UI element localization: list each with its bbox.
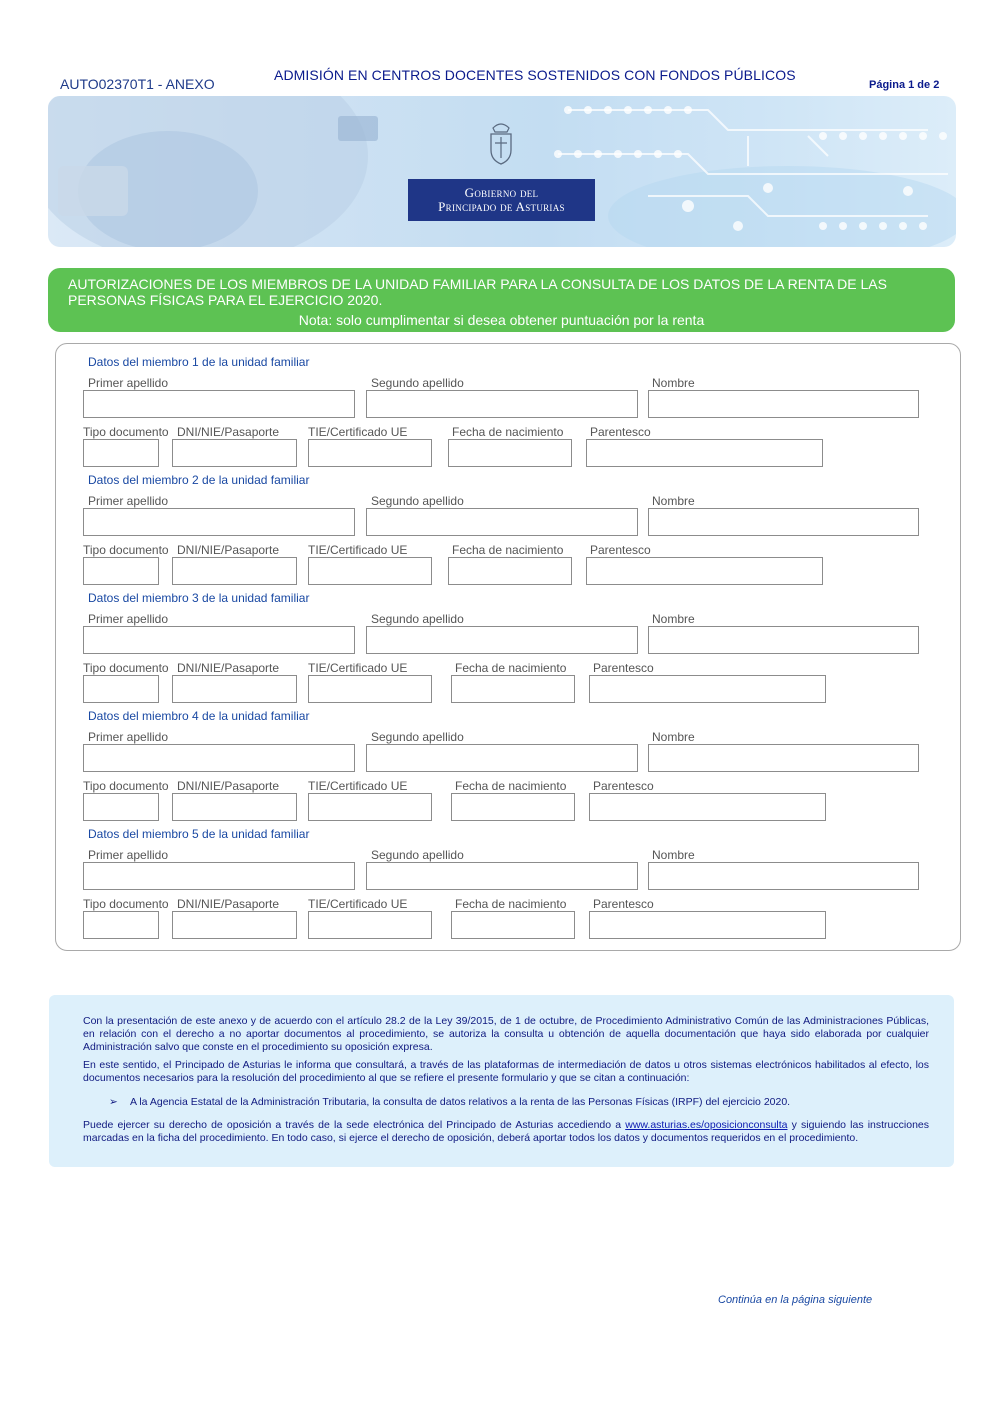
parentesco-input[interactable] [589,793,826,821]
tipo-documento-input[interactable] [83,439,159,467]
primer-apellido-input[interactable] [83,862,355,890]
dni-input[interactable] [172,793,297,821]
label-segundo-apellido: Segundo apellido [371,494,464,508]
label-tipo-documento: Tipo documento [83,661,169,675]
dni-input[interactable] [172,911,297,939]
parentesco-input[interactable] [586,439,823,467]
fecha-nacimiento-input[interactable] [448,439,572,467]
parentesco-input[interactable] [589,911,826,939]
label-fecha-nacimiento: Fecha de nacimiento [455,779,567,793]
dni-input[interactable] [172,439,297,467]
section-header [48,268,955,332]
government-logo-line1: Gobierno del [464,185,539,200]
label-dni: DNI/NIE/Pasaporte [177,661,280,675]
label-tie: TIE/Certificado UE [308,543,408,557]
coat-of-arms-icon [487,120,515,166]
tipo-documento-input[interactable] [83,675,159,703]
label-tie: TIE/Certificado UE [308,661,408,675]
label-primer-apellido: Primer apellido [88,494,169,508]
banner-circuit-decoration [48,96,956,247]
label-segundo-apellido: Segundo apellido [371,730,464,744]
tie-input[interactable] [308,675,432,703]
nombre-input[interactable] [648,508,919,536]
label-tie: TIE/Certificado UE [308,779,408,793]
primer-apellido-input[interactable] [83,390,355,418]
label-dni: DNI/NIE/Pasaporte [177,779,280,793]
bullet-marker: ➢ [109,1096,118,1108]
label-fecha-nacimiento: Fecha de nacimiento [452,425,564,439]
label-primer-apellido: Primer apellido [88,730,169,744]
nombre-input[interactable] [648,626,919,654]
page-indicator: Página 1 de 2 [869,79,940,91]
label-nombre: Nombre [652,848,695,862]
tie-input[interactable] [308,793,432,821]
label-primer-apellido: Primer apellido [88,612,169,626]
document-title: ADMISIÓN EN CENTROS DOCENTES SOSTENIDOS CON FONDOS PÚBLICOS [274,67,796,83]
tie-input[interactable] [308,439,432,467]
label-tie: TIE/Certificado UE [308,897,408,911]
label-parentesco: Parentesco [590,425,651,439]
label-fecha-nacimiento: Fecha de nacimiento [455,661,567,675]
opposition-text-end: y siguiendo las instrucciones marcadas en la ficha del procedimiento. En todo caso, si ejerce el derecho de oposición, deberá aportar todos los datos y documentos requeridos en el procedimiento. [83,1119,929,1144]
government-logo [408,179,595,221]
segundo-apellido-input[interactable] [366,744,638,772]
member-heading: Datos del miembro 3 de la unidad familiar [88,591,310,605]
member-heading: Datos del miembro 5 de la unidad familiar [88,827,310,841]
label-primer-apellido: Primer apellido [88,848,169,862]
primer-apellido-input[interactable] [83,626,355,654]
nombre-input[interactable] [648,390,919,418]
nombre-input[interactable] [648,862,919,890]
fecha-nacimiento-input[interactable] [451,675,575,703]
legal-information-box [49,995,954,1167]
opposition-text-start: Puede ejercer su derecho de oposición a través de la sede electrónica del Principado de Asturias accediendo a [83,1119,626,1131]
legal-paragraph-2: En este sentido, el Principado de Asturias le informa que consultará, a través de las plataformas de intermediación de datos u otros sistemas electrónicos habilitados al efecto, los documentos necesarios para la resolución del procedimiento al que se refiere el presente formulario y que se citan a continuación: [83,1059,929,1084]
label-tie: TIE/Certificado UE [308,425,408,439]
segundo-apellido-input[interactable] [366,508,638,536]
dni-input[interactable] [172,675,297,703]
label-segundo-apellido: Segundo apellido [371,848,464,862]
label-parentesco: Parentesco [593,661,654,675]
label-nombre: Nombre [652,376,695,390]
label-segundo-apellido: Segundo apellido [371,376,464,390]
legal-paragraph-3 [83,1119,929,1145]
label-dni: DNI/NIE/Pasaporte [177,425,280,439]
label-nombre: Nombre [652,730,695,744]
tipo-documento-input[interactable] [83,911,159,939]
primer-apellido-input[interactable] [83,744,355,772]
label-primer-apellido: Primer apellido [88,376,169,390]
tie-input[interactable] [308,911,432,939]
member-heading: Datos del miembro 4 de la unidad familiar [88,709,310,723]
form-code: AUTO02370T1 - ANEXO [60,76,215,92]
government-logo-line2: Principado de Asturias [438,199,565,214]
dni-input[interactable] [172,557,297,585]
consulted-document-item: A la Agencia Estatal de la Administración Tributaria, la consulta de datos relativos a la renta de las Personas Físicas (IRPF) del ejercicio 2020. [130,1096,791,1108]
member-heading: Datos del miembro 2 de la unidad familiar [88,473,310,487]
tipo-documento-input[interactable] [83,557,159,585]
fecha-nacimiento-input[interactable] [451,793,575,821]
label-nombre: Nombre [652,612,695,626]
member-heading: Datos del miembro 1 de la unidad familiar [88,355,310,369]
label-tipo-documento: Tipo documento [83,897,169,911]
segundo-apellido-input[interactable] [366,626,638,654]
label-parentesco: Parentesco [593,897,654,911]
label-tipo-documento: Tipo documento [83,779,169,793]
label-parentesco: Parentesco [590,543,651,557]
label-fecha-nacimiento: Fecha de nacimiento [452,543,564,557]
label-tipo-documento: Tipo documento [83,543,169,557]
label-dni: DNI/NIE/Pasaporte [177,543,280,557]
label-tipo-documento: Tipo documento [83,425,169,439]
section-note: Nota: solo cumplimentar si desea obtener puntuación por la renta [298,312,705,328]
label-nombre: Nombre [652,494,695,508]
continue-note: Continúa en la página siguiente [718,1294,873,1306]
segundo-apellido-input[interactable] [366,390,638,418]
nombre-input[interactable] [648,744,919,772]
tie-input[interactable] [308,557,432,585]
legal-paragraph-1: Con la presentación de este anexo y de acuerdo con el artículo 28.2 de la Ley 39/2015, de 1 de octubre, de Procedimiento Administrativo Común de las Administraciones Públicas, en relación con el derecho a no aportar documentos al procedimiento, se autoriza la consulta u obtención de aquella documentación que haya sido elaborada por cualquier Administración salvo que conste en el procedimiento su oposición expresa. [83,1015,929,1053]
label-segundo-apellido: Segundo apellido [371,612,464,626]
fecha-nacimiento-input[interactable] [451,911,575,939]
segundo-apellido-input[interactable] [366,862,638,890]
tipo-documento-input[interactable] [83,793,159,821]
parentesco-input[interactable] [586,557,823,585]
label-parentesco: Parentesco [593,779,654,793]
label-dni: DNI/NIE/Pasaporte [177,897,280,911]
header-banner [48,96,956,247]
fecha-nacimiento-input[interactable] [448,557,572,585]
primer-apellido-input[interactable] [83,508,355,536]
opposition-link[interactable]: www.asturias.es/oposicionconsulta [625,1119,788,1131]
section-heading: AUTORIZACIONES DE LOS MIEMBROS DE LA UNIDAD FAMILIAR PARA LA CONSULTA DE LOS DATOS DE LA RENTA DE LAS PERSONAS FÍSICAS PARA EL EJERCICIO 2020. [68,276,887,308]
parentesco-input[interactable] [589,675,826,703]
label-fecha-nacimiento: Fecha de nacimiento [455,897,567,911]
